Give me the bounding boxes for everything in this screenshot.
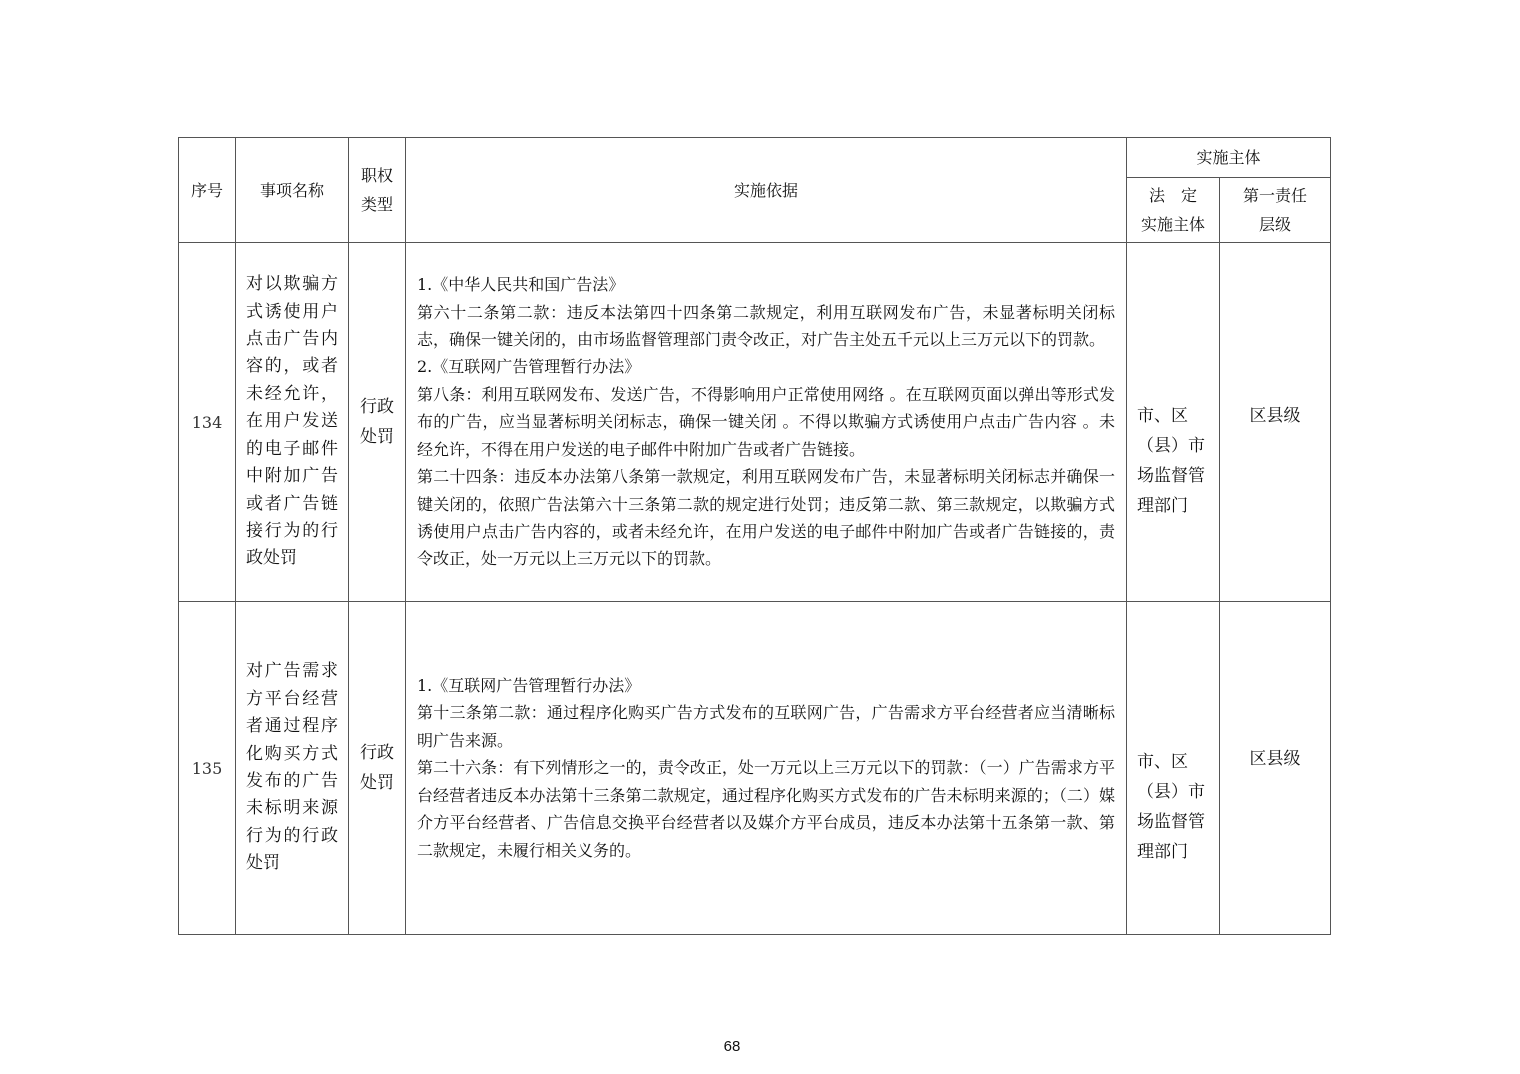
row-level-text: 区县级 (1249, 406, 1301, 426)
basis-clause: 第六十二条第二款：违反本法第四十四条第二款规定，利用互联网发布广告，未显著标明关闭标志，确保一键关闭的，由市场监督管理部门责令改正，对广告主处五千元以上三万元以下的罚款。 (417, 302, 1115, 350)
basis-law-name: 《互联网广告管理暂行办法》 (432, 357, 641, 377)
row-name: 对广告需求方平台经营者通过程序化购买方式发布的广告未标明来源行为的行政处罚 (236, 602, 349, 935)
header-basis: 实施依据 (406, 138, 1127, 243)
header-legal-entity (1127, 178, 1220, 243)
basis-clause: 第八条：利用互联网发布、发送广告，不得影响用户正常使用网络 。在互联网页面以弹出等形式发布的广告，应当显著标明关闭标志，确保一键关闭 。不得以欺骗方式诱使用户点击广告内容 。未经允许，不得在用户发送的电子邮件中附加广告或者广告链接。 (417, 384, 1115, 459)
row-legal-entity-text: 市、区（县）市场监督管理部门 (1137, 406, 1205, 516)
basis-law-title (417, 672, 1115, 699)
header-type-line2: 类型 (360, 195, 393, 214)
header-type-line1: 职权 (360, 166, 393, 185)
row-basis (406, 602, 1127, 935)
basis-law-title (417, 271, 1115, 298)
basis-law-title (417, 353, 1115, 380)
header-seq: 序号 (179, 138, 236, 243)
header-name: 事项名称 (236, 138, 349, 243)
basis-law-name: 《中华人民共和国广告法》 (432, 275, 625, 295)
header-level (1220, 178, 1331, 243)
header-legal-line1: 法 定 (1148, 186, 1197, 205)
header-row (179, 138, 1331, 178)
row-basis (406, 243, 1127, 602)
row-legal-entity (1127, 602, 1220, 935)
basis-clause: 第二十四条：违反本办法第八条第一款规定，利用互联网发布广告，未显著标明关闭标志并确保一键关闭的，依照广告法第六十三条第二款的规定进行处罚；违反第二款、第三款规定，以欺骗方式诱使用户点击广告内容的，或者未经允许，在用户发送的电子邮件中附加广告或者广告链接的，责令改正，处一万元以上三万元以下的罚款。 (417, 467, 1115, 569)
row-type-line2: 处罚 (360, 427, 394, 447)
row-legal-entity-text: 市、区（县）市场监督管理部门 (1137, 752, 1205, 862)
basis-law-number: 1. (417, 676, 433, 696)
basis-clause: 第二十六条：有下列情形之一的，责令改正，处一万元以上三万元以下的罚款：（一）广告需求方平台经营者违反本办法第十三条第二款规定，通过程序化购买方式发布的广告未标明来源的；（二）媒介方平台经营者、广告信息交换平台经营者以及媒介方平台成员，违反本办法第十五条第一款、第二款规定，未履行相关义务的。 (417, 758, 1115, 860)
row-level (1220, 243, 1331, 602)
header-level-line2: 层级 (1259, 215, 1292, 234)
row-type-line1: 行政 (360, 743, 394, 763)
row-type (349, 243, 406, 602)
row-type (349, 602, 406, 935)
row-type-line2: 处罚 (360, 773, 394, 793)
table-row (179, 243, 1331, 602)
page-number: 68 (723, 1038, 741, 1055)
row-seq: 134 (179, 243, 236, 602)
header-type (349, 138, 406, 243)
basis-law-number: 2. (417, 357, 433, 377)
row-type-line1: 行政 (360, 397, 394, 417)
row-legal-entity (1127, 243, 1220, 602)
row-name: 对以欺骗方式诱使用户点击广告内容的，或者未经允许，在用户发送的电子邮件中附加广告或者广告链接行为的行政处罚 (236, 243, 349, 602)
table-row (179, 602, 1331, 935)
basis-law-number: 1. (417, 275, 433, 295)
header-level-line1: 第一责任 (1243, 186, 1308, 205)
row-level-text: 区县级 (1249, 749, 1301, 769)
row-seq: 135 (179, 602, 236, 935)
enforcement-table (178, 137, 1331, 935)
basis-clause: 第十三条第二款：通过程序化购买广告方式发布的互联网广告，广告需求方平台经营者应当清晰标明广告来源。 (417, 703, 1115, 750)
basis-law-name: 《互联网广告管理暂行办法》 (432, 676, 641, 696)
header-legal-line2: 实施主体 (1140, 215, 1205, 234)
header-entity-group: 实施主体 (1127, 138, 1331, 178)
row-level (1220, 602, 1331, 935)
